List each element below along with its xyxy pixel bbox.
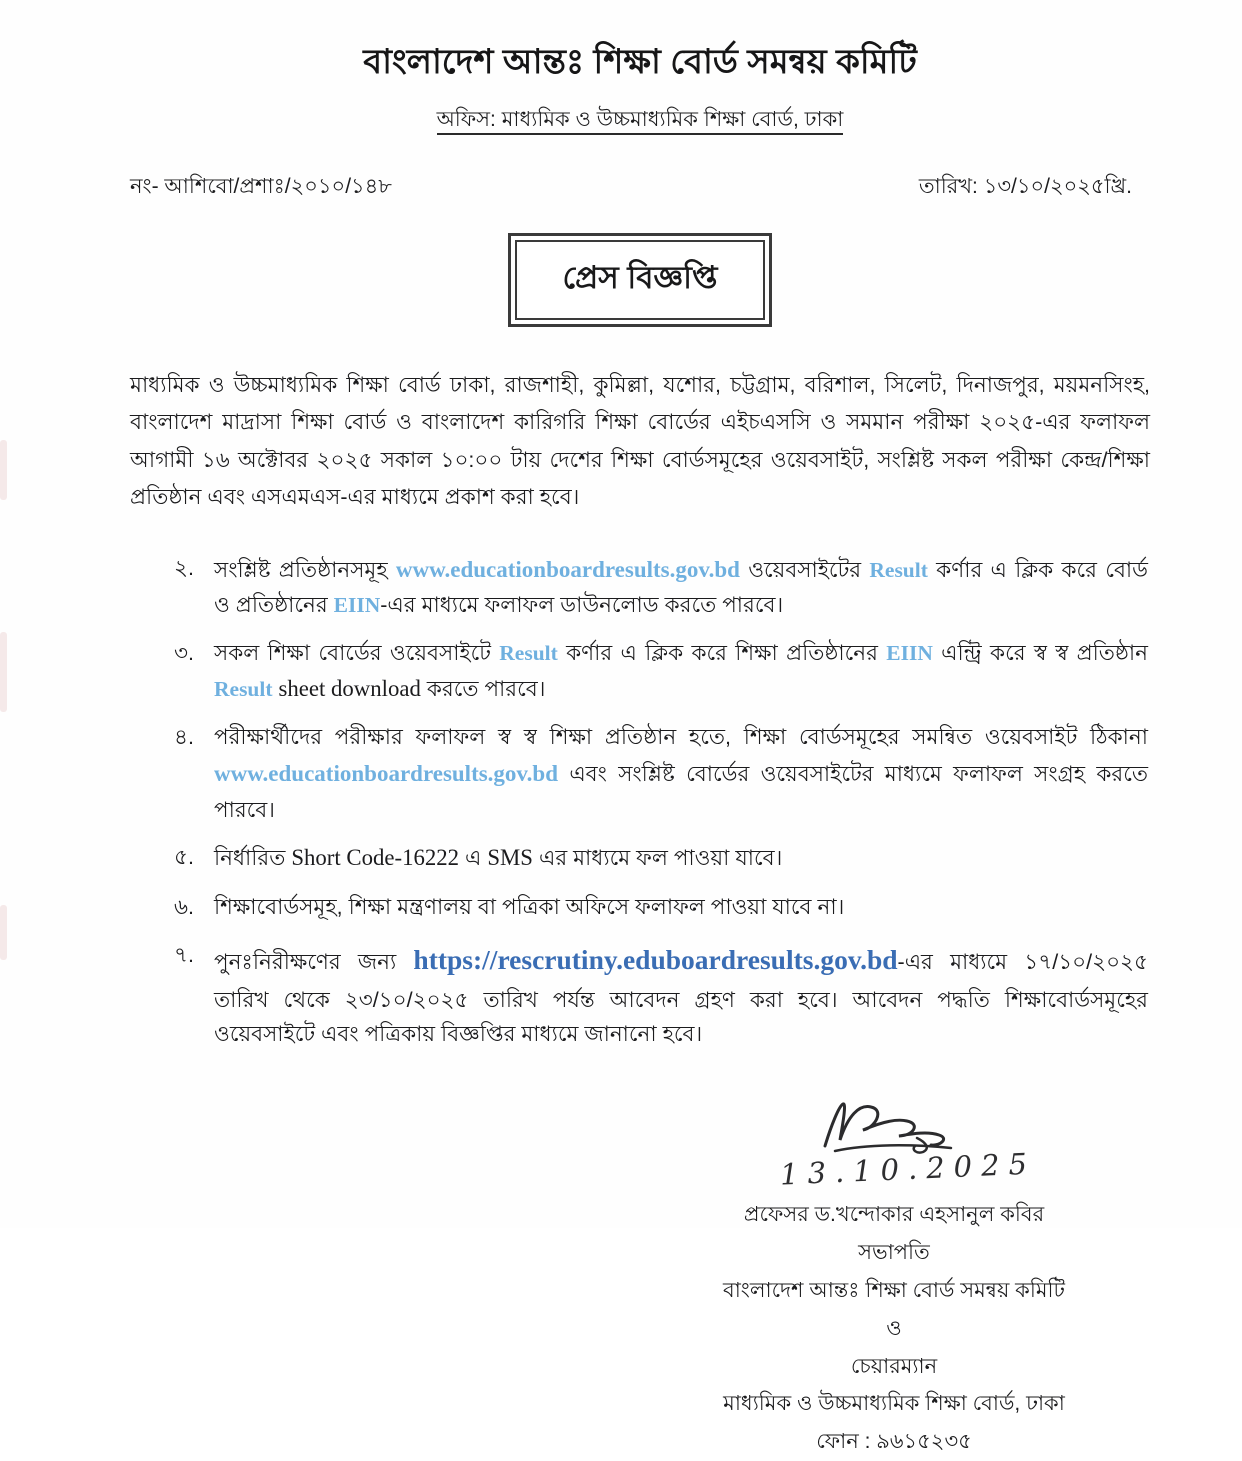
item-number: ২. (174, 555, 194, 580)
press-notice-label: প্রেস বিজ্ঞপ্তি (515, 240, 766, 320)
text-segment: -এর মাধ্যমে ১৭/১০/২০২৫ তারিখ থেকে ২৩/১০/২০২৫ তারিখ পর্যন্ত আবেদন গ্রহণ করা হবে। আবেদন পদ্ধতি শিক্ষাবোর্ডসমূহের ওয়েবসাইটে এবং পত্রিকায় বিজ্ঞপ্তির মাধ্যমে জানানো হবে। (214, 950, 1148, 1047)
notice-item (174, 636, 1148, 708)
text-segment: এবং সংশ্লিষ্ট বোর্ডের ওয়েবসাইটের মাধ্যমে ফলাফল সংগ্রহ করতে পারবে। (214, 762, 1148, 822)
signatory-phone: ফোন : ৯৬১৫২৩৫ (816, 1430, 972, 1454)
scan-artifact (0, 440, 7, 500)
signatory-org-board: মাধ্যমিক ও উচ্চমাধ্যমিক শিক্ষা বোর্ড, ঢাকা (723, 1392, 1065, 1416)
text-segment: এ (459, 846, 488, 871)
text-segment: Short Code-16222 (291, 845, 460, 871)
meta-row (130, 170, 1150, 205)
press-notice-box (508, 233, 773, 327)
item-number: ৩. (174, 640, 194, 665)
text-segment: পুনঃনিরীক্ষণের জন্য (214, 950, 414, 975)
text-segment: পরীক্ষার্থীদের পরীক্ষার ফলাফল স্ব স্ব শিক্ষা প্রতিষ্ঠান হতে, শিক্ষা বোর্ডসমূহের সমন্বিত ওয়েবসাইট ঠিকানা (214, 725, 1148, 750)
text-segment: -এর মাধ্যমে ফলাফল ডাউনলোড করতে পারবে। (380, 592, 784, 617)
signatory-conjunction: ও (886, 1316, 902, 1340)
document-title: বাংলাদেশ আন্তঃ শিক্ষা বোর্ড সমন্বয় কমিটি (363, 43, 917, 81)
link-url[interactable]: https://rescrutiny.eduboardresults.gov.bd (413, 944, 898, 976)
text-segment: নির্ধারিত (214, 846, 292, 871)
handwritten-date: 13.10.2025 (779, 1146, 1037, 1192)
text-segment: শিক্ষাবোর্ডসমূহ, শিক্ষা মন্ত্রণালয় বা পত্রিকা অফিসে ফলাফল পাওয়া যাবে না। (214, 895, 845, 920)
text-segment: Result (869, 557, 928, 582)
text-segment: EIIN (333, 592, 381, 617)
press-notice-box-wrap (130, 233, 1150, 327)
item-number: ৪. (174, 725, 194, 750)
item-number: ৬. (174, 895, 194, 920)
signatory-org-committee: বাংলাদেশ আন্তঃ শিক্ষা বোর্ড সমন্বয় কমিটি (723, 1278, 1065, 1302)
item-number: ৫. (174, 845, 194, 870)
notice-item (174, 890, 1148, 925)
reference-number: নং- আশিবো/প্রশাঃ/২০১০/১৪৮ (130, 175, 392, 198)
text-segment: করতে পারবে। (420, 676, 546, 701)
item-text (214, 938, 1148, 1052)
item-text (214, 720, 1148, 827)
signatory-name: প্রফেসর ড.খন্দোকার এহসানুল কবির (743, 1203, 1045, 1227)
notice-item (174, 938, 1148, 1052)
signatory-lines (644, 1196, 1144, 1461)
text-segment: এর মাধ্যমে ফল পাওয়া যাবে। (532, 846, 783, 871)
text-segment: SMS (487, 845, 533, 871)
office-line-text: অফিস: মাধ্যমিক ও উচ্চমাধ্যমিক শিক্ষা বোর্ড, ঢাকা (437, 108, 844, 135)
office-line (130, 103, 1150, 138)
item-text (214, 636, 1148, 708)
text-segment: Result (499, 640, 558, 665)
document-date: তারিখ: ১৩/১০/২০২৫খ্রি. (918, 175, 1132, 198)
notice-item (174, 551, 1148, 623)
link-url[interactable]: www.educationboardresults.gov.bd (214, 761, 559, 787)
text-segment: এন্ট্রি করে স্ব স্ব প্রতিষ্ঠান (932, 640, 1149, 665)
scan-artifact (0, 632, 7, 712)
item-text (214, 551, 1148, 623)
signatory-role-chairman-board: চেয়ারম্যান (850, 1354, 938, 1378)
text-segment: ওয়েবসাইটের (739, 557, 870, 582)
signature-area (130, 1098, 1150, 1461)
signatory-role-chairman-committee: সভাপতি (858, 1241, 930, 1265)
text-segment: Result (214, 676, 273, 701)
signature-scribble (819, 1098, 969, 1156)
item-text (214, 840, 1148, 877)
text-segment: EIIN (886, 640, 933, 665)
scan-artifact (0, 905, 7, 960)
notice-list (130, 551, 1150, 1053)
notice-item (174, 720, 1148, 827)
text-segment: সকল শিক্ষা বোর্ডের ওয়েবসাইটে (214, 640, 500, 665)
intro-paragraph: মাধ্যমিক ও উচ্চমাধ্যমিক শিক্ষা বোর্ড ঢাকা, রাজশাহী, কুমিল্লা, যশোর, চট্টগ্রাম, বরিশাল, সিলেট, দিনাজপুর, ময়মনসিংহ, বাংলাদেশ মাদ্রাসা শিক্ষা বোর্ড ও বাংলাদেশ কারিগরি শিক্ষা বোর্ডের এইচএসসি ও সমমান পরীক্ষা ২০২৫-এর ফলাফল আগামী ১৬ অক্টোবর ২০২৫ সকাল ১০:০০ টায় দেশের শিক্ষা বোর্ডসমূহের ওয়েবসাইট, সংশ্লিষ্ট সকল পরীক্ষা কেন্দ্র/শিক্ষা প্রতিষ্ঠান এবং এসএমএস-এর মাধ্যমে প্রকাশ করা হবে। (130, 373, 1150, 510)
signature-block (644, 1098, 1144, 1461)
notice-item (174, 840, 1148, 877)
item-text (214, 890, 1148, 925)
text-segment: কর্ণার এ ক্লিক করে বোর্ড ও প্রতিষ্ঠানের (214, 557, 1148, 617)
link-url[interactable]: www.educationboardresults.gov.bd (395, 556, 740, 582)
text-segment: sheet download (278, 675, 421, 701)
text-segment: কর্ণার এ ক্লিক করে শিক্ষা প্রতিষ্ঠানের (557, 640, 887, 665)
text-segment: সংশ্লিষ্ট প্রতিষ্ঠানসমূহ (214, 557, 396, 582)
item-number: ৭. (174, 943, 194, 968)
